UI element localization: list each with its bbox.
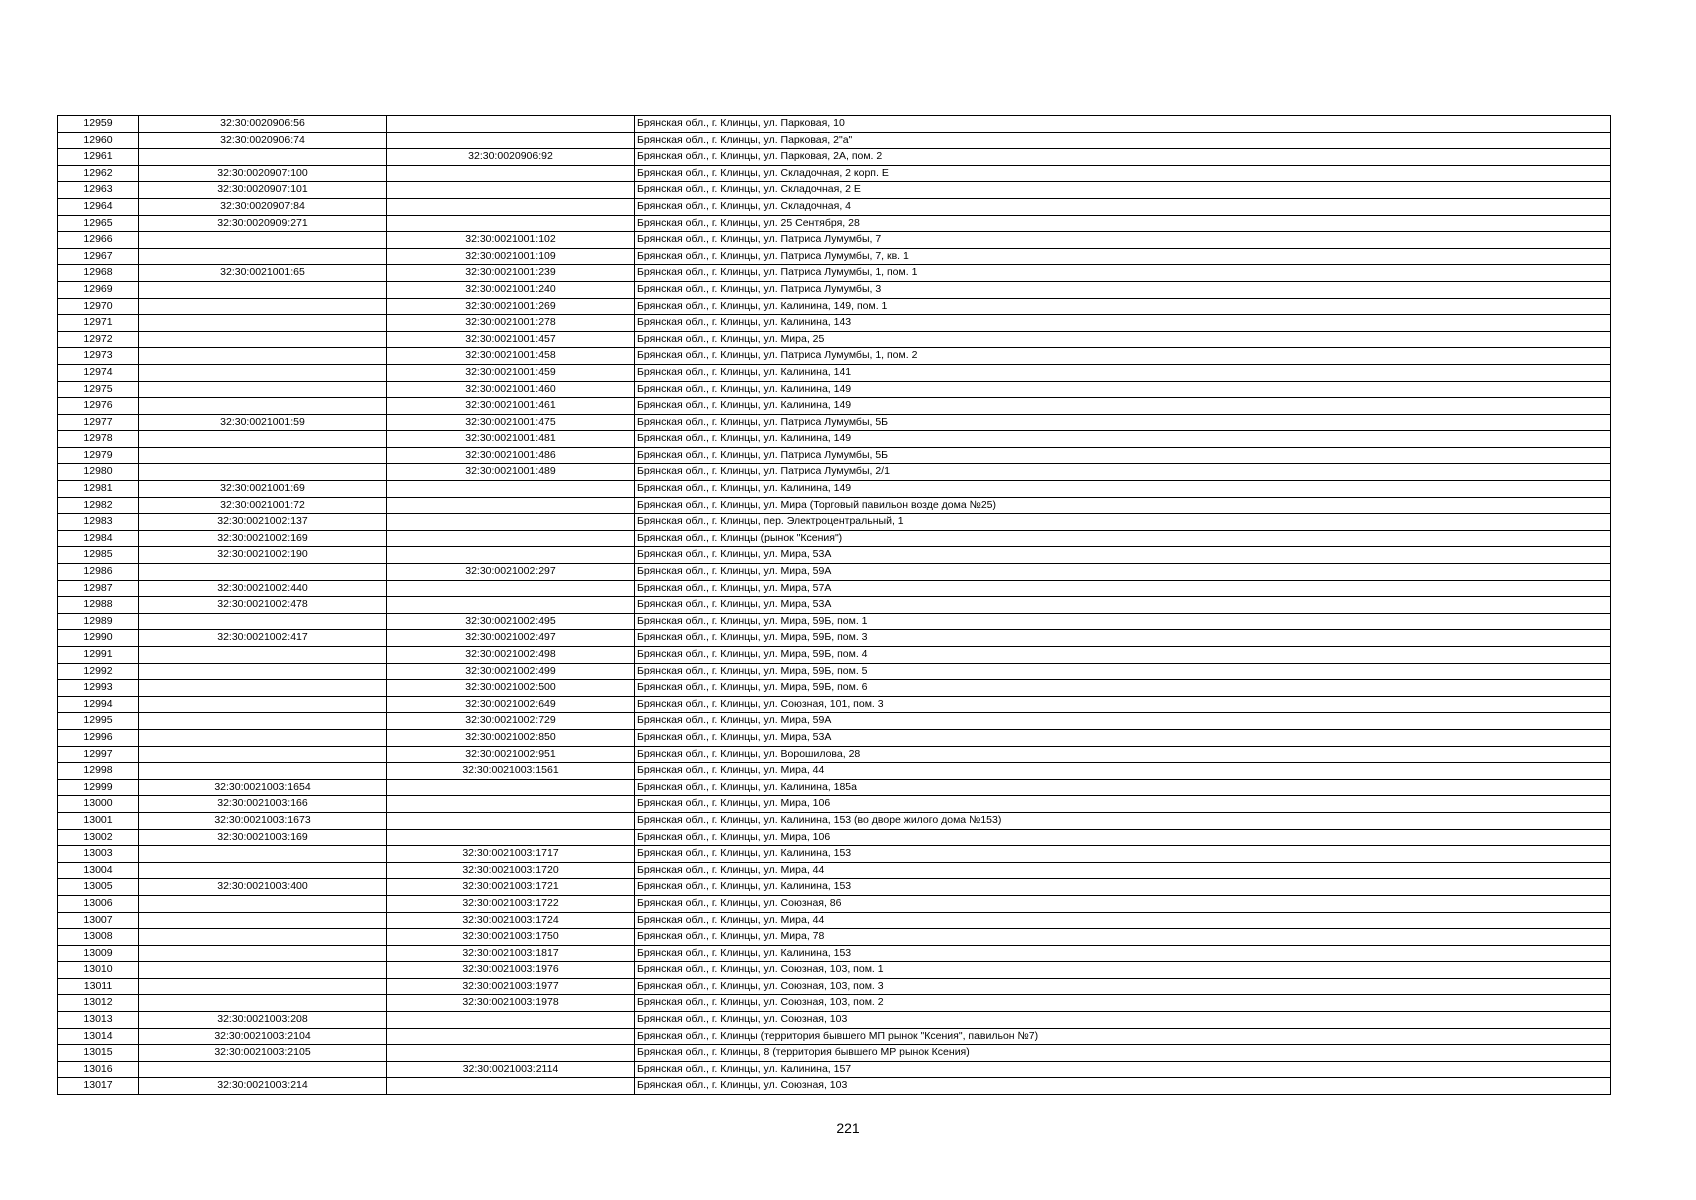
row-number-cell: 12994 bbox=[58, 696, 139, 713]
cadastral-number-2-cell bbox=[387, 481, 635, 498]
row-number-cell: 13014 bbox=[58, 1028, 139, 1045]
cadastral-number-cell bbox=[139, 763, 387, 780]
cadastral-number-2-cell: 32:30:0021001:457 bbox=[387, 331, 635, 348]
table-row bbox=[58, 298, 1611, 315]
table-row bbox=[58, 182, 1611, 199]
table-row bbox=[58, 414, 1611, 431]
table-row bbox=[58, 116, 1611, 133]
table-row bbox=[58, 1045, 1611, 1062]
table-row bbox=[58, 215, 1611, 232]
table-row bbox=[58, 580, 1611, 597]
cadastral-number-cell bbox=[139, 962, 387, 979]
cadastral-number-2-cell: 32:30:0021003:1721 bbox=[387, 879, 635, 896]
cadastral-number-2-cell: 32:30:0021001:486 bbox=[387, 447, 635, 464]
cadastral-number-2-cell: 32:30:0021001:269 bbox=[387, 298, 635, 315]
cadastral-number-2-cell bbox=[387, 1012, 635, 1029]
address-cell: Брянская обл., г. Клинцы, ул. Мира, 59Б, пом. 6 bbox=[635, 680, 1611, 697]
cadastral-number-cell: 32:30:0021003:169 bbox=[139, 829, 387, 846]
address-cell: Брянская обл., г. Клинцы, ул. Патриса Лумумбы, 7, кв. 1 bbox=[635, 248, 1611, 265]
address-cell: Брянская обл., г. Клинцы, ул. Мира, 78 bbox=[635, 929, 1611, 946]
row-number-cell: 12974 bbox=[58, 364, 139, 381]
table-row bbox=[58, 564, 1611, 581]
address-cell: Брянская обл., г. Клинцы, ул. Патриса Лумумбы, 1, пом. 1 bbox=[635, 265, 1611, 282]
row-number-cell: 13005 bbox=[58, 879, 139, 896]
address-cell: Брянская обл., г. Клинцы, ул. Складочная, 2 Е bbox=[635, 182, 1611, 199]
cadastral-number-cell bbox=[139, 281, 387, 298]
row-number-cell: 12978 bbox=[58, 431, 139, 448]
address-cell: Брянская обл., г. Клинцы, ул. Калинина, 149 bbox=[635, 381, 1611, 398]
cadastral-number-cell bbox=[139, 464, 387, 481]
cadastral-number-cell bbox=[139, 298, 387, 315]
table-row bbox=[58, 514, 1611, 531]
table-row bbox=[58, 265, 1611, 282]
table-row bbox=[58, 530, 1611, 547]
address-cell: Брянская обл., г. Клинцы, ул. Складочная, 4 bbox=[635, 198, 1611, 215]
cadastral-number-2-cell bbox=[387, 1078, 635, 1095]
table-row bbox=[58, 746, 1611, 763]
table-row bbox=[58, 464, 1611, 481]
row-number-cell: 13004 bbox=[58, 862, 139, 879]
cadastral-number-2-cell: 32:30:0021003:1817 bbox=[387, 945, 635, 962]
cadastral-number-cell: 32:30:0020909:271 bbox=[139, 215, 387, 232]
cadastral-number-2-cell bbox=[387, 497, 635, 514]
cadastral-number-cell bbox=[139, 846, 387, 863]
cadastral-number-2-cell: 32:30:0021003:1976 bbox=[387, 962, 635, 979]
cadastral-number-2-cell: 32:30:0021002:498 bbox=[387, 647, 635, 664]
table-row bbox=[58, 248, 1611, 265]
cadastral-number-2-cell: 32:30:0021001:460 bbox=[387, 381, 635, 398]
cadastral-number-cell: 32:30:0021003:1654 bbox=[139, 779, 387, 796]
address-cell: Брянская обл., г. Клинцы, ул. Мира (Торговый павильон возде дома №25) bbox=[635, 497, 1611, 514]
cadastral-number-2-cell: 32:30:0021002:729 bbox=[387, 713, 635, 730]
cadastral-number-cell: 32:30:0020907:101 bbox=[139, 182, 387, 199]
table-row bbox=[58, 481, 1611, 498]
row-number-cell: 12988 bbox=[58, 597, 139, 614]
row-number-cell: 12991 bbox=[58, 647, 139, 664]
row-number-cell: 12967 bbox=[58, 248, 139, 265]
cadastral-number-2-cell: 32:30:0021002:649 bbox=[387, 696, 635, 713]
cadastral-number-cell: 32:30:0021002:417 bbox=[139, 630, 387, 647]
cadastral-number-cell bbox=[139, 680, 387, 697]
cadastral-number-cell: 32:30:0021002:137 bbox=[139, 514, 387, 531]
cadastral-number-cell bbox=[139, 995, 387, 1012]
address-cell: Брянская обл., г. Клинцы, ул. Калинина, 143 bbox=[635, 315, 1611, 332]
cadastral-number-cell bbox=[139, 696, 387, 713]
row-number-cell: 12969 bbox=[58, 281, 139, 298]
row-number-cell: 12968 bbox=[58, 265, 139, 282]
cadastral-number-2-cell bbox=[387, 1028, 635, 1045]
cadastral-number-cell: 32:30:0020907:84 bbox=[139, 198, 387, 215]
cadastral-number-cell: 32:30:0021002:440 bbox=[139, 580, 387, 597]
cadastral-number-cell bbox=[139, 331, 387, 348]
address-cell: Брянская обл., г. Клинцы, ул. Парковая, 2А, пом. 2 bbox=[635, 149, 1611, 166]
row-number-cell: 12989 bbox=[58, 613, 139, 630]
address-cell: Брянская обл., г. Клинцы, ул. Патриса Лумумбы, 3 bbox=[635, 281, 1611, 298]
cadastral-number-2-cell bbox=[387, 829, 635, 846]
cadastral-number-cell: 32:30:0021002:190 bbox=[139, 547, 387, 564]
address-cell: Брянская обл., г. Клинцы, ул. Калинина, 157 bbox=[635, 1061, 1611, 1078]
address-cell: Брянская обл., г. Клинцы, ул. Мира, 59А bbox=[635, 713, 1611, 730]
cadastral-number-2-cell: 32:30:0021001:459 bbox=[387, 364, 635, 381]
address-cell: Брянская обл., г. Клинцы, ул. Мира, 53А bbox=[635, 729, 1611, 746]
row-number-cell: 12993 bbox=[58, 680, 139, 697]
address-cell: Брянская обл., г. Клинцы, 8 (территория бывшего МР рынок Ксения) bbox=[635, 1045, 1611, 1062]
cadastral-number-2-cell: 32:30:0021003:1750 bbox=[387, 929, 635, 946]
address-cell: Брянская обл., г. Клинцы, ул. Парковая, 2"а" bbox=[635, 132, 1611, 149]
row-number-cell: 12999 bbox=[58, 779, 139, 796]
row-number-cell: 12972 bbox=[58, 331, 139, 348]
address-cell: Брянская обл., г. Клинцы (территория бывшего МП рынок "Ксения", павильон №7) bbox=[635, 1028, 1611, 1045]
table-row bbox=[58, 796, 1611, 813]
registry-table-body bbox=[58, 116, 1611, 1095]
address-cell: Брянская обл., г. Клинцы, ул. Союзная, 101, пом. 3 bbox=[635, 696, 1611, 713]
row-number-cell: 13016 bbox=[58, 1061, 139, 1078]
address-cell: Брянская обл., г. Клинцы, ул. Калинина, 149, пом. 1 bbox=[635, 298, 1611, 315]
table-row bbox=[58, 431, 1611, 448]
row-number-cell: 12971 bbox=[58, 315, 139, 332]
cadastral-number-cell: 32:30:0021003:166 bbox=[139, 796, 387, 813]
cadastral-number-cell bbox=[139, 912, 387, 929]
address-cell: Брянская обл., г. Клинцы, ул. Мира, 59Б, пом. 1 bbox=[635, 613, 1611, 630]
row-number-cell: 12962 bbox=[58, 165, 139, 182]
cadastral-number-cell: 32:30:0021003:400 bbox=[139, 879, 387, 896]
address-cell: Брянская обл., г. Клинцы, ул. Калинина, 153 bbox=[635, 945, 1611, 962]
cadastral-number-cell bbox=[139, 248, 387, 265]
cadastral-number-cell bbox=[139, 613, 387, 630]
cadastral-number-2-cell bbox=[387, 580, 635, 597]
row-number-cell: 12981 bbox=[58, 481, 139, 498]
table-row bbox=[58, 364, 1611, 381]
table-row bbox=[58, 281, 1611, 298]
row-number-cell: 13007 bbox=[58, 912, 139, 929]
cadastral-number-cell: 32:30:0021001:69 bbox=[139, 481, 387, 498]
row-number-cell: 12995 bbox=[58, 713, 139, 730]
address-cell: Брянская обл., г. Клинцы, ул. Парковая, 10 bbox=[635, 116, 1611, 133]
table-row bbox=[58, 1012, 1611, 1029]
table-row bbox=[58, 647, 1611, 664]
row-number-cell: 12982 bbox=[58, 497, 139, 514]
address-cell: Брянская обл., г. Клинцы, ул. Союзная, 103, пом. 1 bbox=[635, 962, 1611, 979]
address-cell: Брянская обл., г. Клинцы, ул. Патриса Лумумбы, 2/1 bbox=[635, 464, 1611, 481]
cadastral-number-2-cell: 32:30:0021003:1717 bbox=[387, 846, 635, 863]
row-number-cell: 12990 bbox=[58, 630, 139, 647]
cadastral-number-2-cell: 32:30:0021003:1561 bbox=[387, 763, 635, 780]
cadastral-number-cell: 32:30:0021003:214 bbox=[139, 1078, 387, 1095]
table-row bbox=[58, 381, 1611, 398]
row-number-cell: 13017 bbox=[58, 1078, 139, 1095]
row-number-cell: 13013 bbox=[58, 1012, 139, 1029]
row-number-cell: 13012 bbox=[58, 995, 139, 1012]
row-number-cell: 12975 bbox=[58, 381, 139, 398]
row-number-cell: 12980 bbox=[58, 464, 139, 481]
cadastral-number-cell bbox=[139, 232, 387, 249]
cadastral-number-cell bbox=[139, 895, 387, 912]
address-cell: Брянская обл., г. Клинцы, ул. Мира, 57А bbox=[635, 580, 1611, 597]
table-row bbox=[58, 995, 1611, 1012]
table-row bbox=[58, 447, 1611, 464]
table-row bbox=[58, 547, 1611, 564]
table-row bbox=[58, 763, 1611, 780]
address-cell: Брянская обл., г. Клинцы, ул. Мира, 44 bbox=[635, 862, 1611, 879]
cadastral-number-cell bbox=[139, 945, 387, 962]
cadastral-number-cell bbox=[139, 746, 387, 763]
address-cell: Брянская обл., г. Клинцы, ул. Союзная, 103, пом. 2 bbox=[635, 995, 1611, 1012]
cadastral-number-2-cell bbox=[387, 530, 635, 547]
cadastral-number-2-cell bbox=[387, 779, 635, 796]
cadastral-number-cell bbox=[139, 381, 387, 398]
address-cell: Брянская обл., г. Клинцы, ул. Патриса Лумумбы, 5Б bbox=[635, 447, 1611, 464]
cadastral-number-2-cell: 32:30:0021001:240 bbox=[387, 281, 635, 298]
table-row bbox=[58, 978, 1611, 995]
row-number-cell: 13009 bbox=[58, 945, 139, 962]
address-cell: Брянская обл., г. Клинцы, ул. Мира, 59Б, пом. 3 bbox=[635, 630, 1611, 647]
address-cell: Брянская обл., г. Клинцы, ул. Складочная, 2 корп. Е bbox=[635, 165, 1611, 182]
page-number: 221 bbox=[836, 1120, 860, 1136]
cadastral-number-cell bbox=[139, 862, 387, 879]
table-row bbox=[58, 398, 1611, 415]
row-number-cell: 13001 bbox=[58, 812, 139, 829]
row-number-cell: 12992 bbox=[58, 663, 139, 680]
table-row bbox=[58, 846, 1611, 863]
cadastral-number-2-cell bbox=[387, 812, 635, 829]
cadastral-number-cell: 32:30:0021002:169 bbox=[139, 530, 387, 547]
table-row bbox=[58, 149, 1611, 166]
table-row bbox=[58, 630, 1611, 647]
cadastral-number-2-cell: 32:30:0021003:1720 bbox=[387, 862, 635, 879]
cadastral-number-2-cell: 32:30:0021002:297 bbox=[387, 564, 635, 581]
cadastral-number-cell bbox=[139, 929, 387, 946]
address-cell: Брянская обл., г. Клинцы, ул. Союзная, 103, пом. 3 bbox=[635, 978, 1611, 995]
cadastral-number-2-cell: 32:30:0021003:2114 bbox=[387, 1061, 635, 1078]
cadastral-number-2-cell: 32:30:0021001:481 bbox=[387, 431, 635, 448]
cadastral-number-2-cell: 32:30:0021002:499 bbox=[387, 663, 635, 680]
row-number-cell: 12964 bbox=[58, 198, 139, 215]
cadastral-number-2-cell bbox=[387, 116, 635, 133]
cadastral-number-2-cell: 32:30:0021001:458 bbox=[387, 348, 635, 365]
cadastral-number-2-cell: 32:30:0021003:1724 bbox=[387, 912, 635, 929]
cadastral-number-cell bbox=[139, 149, 387, 166]
address-cell: Брянская обл., г. Клинцы, ул. Калинина, 185а bbox=[635, 779, 1611, 796]
cadastral-number-2-cell: 32:30:0021001:102 bbox=[387, 232, 635, 249]
address-cell: Брянская обл., г. Клинцы, ул. Союзная, 103 bbox=[635, 1078, 1611, 1095]
row-number-cell: 12973 bbox=[58, 348, 139, 365]
table-row bbox=[58, 198, 1611, 215]
address-cell: Брянская обл., г. Клинцы, ул. Калинина, 153 bbox=[635, 879, 1611, 896]
address-cell: Брянская обл., г. Клинцы, ул. Мира, 106 bbox=[635, 796, 1611, 813]
table-row bbox=[58, 315, 1611, 332]
table-row bbox=[58, 1061, 1611, 1078]
cadastral-number-2-cell bbox=[387, 547, 635, 564]
row-number-cell: 12996 bbox=[58, 729, 139, 746]
row-number-cell: 13002 bbox=[58, 829, 139, 846]
table-row bbox=[58, 945, 1611, 962]
cadastral-number-2-cell: 32:30:0021001:109 bbox=[387, 248, 635, 265]
table-row bbox=[58, 1078, 1611, 1095]
address-cell: Брянская обл., г. Клинцы, ул. Патриса Лумумбы, 5Б bbox=[635, 414, 1611, 431]
address-cell: Брянская обл., г. Клинцы, ул. Мира, 53А bbox=[635, 597, 1611, 614]
table-row bbox=[58, 879, 1611, 896]
cadastral-number-cell: 32:30:0021001:72 bbox=[139, 497, 387, 514]
address-cell: Брянская обл., г. Клинцы, ул. Мира, 59А bbox=[635, 564, 1611, 581]
address-cell: Брянская обл., г. Клинцы, ул. Ворошилова, 28 bbox=[635, 746, 1611, 763]
cadastral-number-2-cell bbox=[387, 514, 635, 531]
row-number-cell: 13011 bbox=[58, 978, 139, 995]
cadastral-number-cell bbox=[139, 978, 387, 995]
row-number-cell: 12960 bbox=[58, 132, 139, 149]
table-row bbox=[58, 696, 1611, 713]
cadastral-number-2-cell: 32:30:0021002:850 bbox=[387, 729, 635, 746]
table-row bbox=[58, 597, 1611, 614]
cadastral-number-2-cell: 32:30:0021001:239 bbox=[387, 265, 635, 282]
table-row bbox=[58, 729, 1611, 746]
cadastral-number-2-cell bbox=[387, 198, 635, 215]
cadastral-number-2-cell bbox=[387, 165, 635, 182]
row-number-cell: 13015 bbox=[58, 1045, 139, 1062]
table-row bbox=[58, 812, 1611, 829]
row-number-cell: 12985 bbox=[58, 547, 139, 564]
cadastral-number-2-cell bbox=[387, 132, 635, 149]
cadastral-number-cell bbox=[139, 1061, 387, 1078]
table-row bbox=[58, 1028, 1611, 1045]
row-number-cell: 13000 bbox=[58, 796, 139, 813]
cadastral-number-2-cell bbox=[387, 597, 635, 614]
cadastral-number-cell bbox=[139, 447, 387, 464]
cadastral-number-2-cell: 32:30:0021003:1978 bbox=[387, 995, 635, 1012]
address-cell: Брянская обл., г. Клинцы, ул. Мира, 59Б, пом. 4 bbox=[635, 647, 1611, 664]
row-number-cell: 12970 bbox=[58, 298, 139, 315]
table-row bbox=[58, 680, 1611, 697]
cadastral-number-2-cell: 32:30:0020906:92 bbox=[387, 149, 635, 166]
cadastral-number-2-cell bbox=[387, 182, 635, 199]
row-number-cell: 12979 bbox=[58, 447, 139, 464]
cadastral-number-2-cell: 32:30:0021002:495 bbox=[387, 613, 635, 630]
table-row bbox=[58, 613, 1611, 630]
table-row bbox=[58, 829, 1611, 846]
row-number-cell: 12965 bbox=[58, 215, 139, 232]
cadastral-number-cell: 32:30:0020907:100 bbox=[139, 165, 387, 182]
cadastral-number-2-cell: 32:30:0021002:497 bbox=[387, 630, 635, 647]
cadastral-number-2-cell: 32:30:0021001:489 bbox=[387, 464, 635, 481]
table-row bbox=[58, 165, 1611, 182]
address-cell: Брянская обл., г. Клинцы, ул. Мира, 59Б, пом. 5 bbox=[635, 663, 1611, 680]
row-number-cell: 12976 bbox=[58, 398, 139, 415]
cadastral-number-cell: 32:30:0021003:1673 bbox=[139, 812, 387, 829]
cadastral-number-cell: 32:30:0021001:65 bbox=[139, 265, 387, 282]
cadastral-number-cell: 32:30:0021002:478 bbox=[139, 597, 387, 614]
address-cell: Брянская обл., г. Клинцы, ул. Калинина, 149 bbox=[635, 398, 1611, 415]
row-number-cell: 12983 bbox=[58, 514, 139, 531]
cadastral-number-cell bbox=[139, 364, 387, 381]
row-number-cell: 12998 bbox=[58, 763, 139, 780]
row-number-cell: 13003 bbox=[58, 846, 139, 863]
table-row bbox=[58, 497, 1611, 514]
cadastral-number-2-cell: 32:30:0021001:461 bbox=[387, 398, 635, 415]
cadastral-number-cell bbox=[139, 315, 387, 332]
cadastral-number-2-cell bbox=[387, 215, 635, 232]
address-cell: Брянская обл., г. Клинцы, ул. 25 Сентября, 28 bbox=[635, 215, 1611, 232]
row-number-cell: 12961 bbox=[58, 149, 139, 166]
cadastral-number-2-cell: 32:30:0021003:1722 bbox=[387, 895, 635, 912]
table-row bbox=[58, 331, 1611, 348]
address-cell: Брянская обл., г. Клинцы, ул. Калинина, 149 bbox=[635, 431, 1611, 448]
cadastral-number-cell: 32:30:0021001:59 bbox=[139, 414, 387, 431]
table-row bbox=[58, 232, 1611, 249]
cadastral-number-cell: 32:30:0021003:2105 bbox=[139, 1045, 387, 1062]
address-cell: Брянская обл., г. Клинцы, ул. Союзная, 103 bbox=[635, 1012, 1611, 1029]
cadastral-number-2-cell: 32:30:0021002:500 bbox=[387, 680, 635, 697]
cadastral-number-cell bbox=[139, 663, 387, 680]
cadastral-number-cell: 32:30:0020906:56 bbox=[139, 116, 387, 133]
cadastral-number-cell bbox=[139, 431, 387, 448]
table-row bbox=[58, 962, 1611, 979]
cadastral-number-2-cell: 32:30:0021002:951 bbox=[387, 746, 635, 763]
table-row bbox=[58, 132, 1611, 149]
table-row bbox=[58, 663, 1611, 680]
cadastral-number-cell bbox=[139, 398, 387, 415]
table-row bbox=[58, 912, 1611, 929]
address-cell: Брянская обл., г. Клинцы, ул. Мира, 25 bbox=[635, 331, 1611, 348]
address-cell: Брянская обл., г. Клинцы, ул. Мира, 53А bbox=[635, 547, 1611, 564]
cadastral-number-cell bbox=[139, 348, 387, 365]
table-row bbox=[58, 929, 1611, 946]
table-row bbox=[58, 779, 1611, 796]
address-cell: Брянская обл., г. Клинцы, ул. Патриса Лумумбы, 1, пом. 2 bbox=[635, 348, 1611, 365]
address-cell: Брянская обл., г. Клинцы, ул. Калинина, 153 bbox=[635, 846, 1611, 863]
address-cell: Брянская обл., г. Клинцы, ул. Союзная, 86 bbox=[635, 895, 1611, 912]
row-number-cell: 12959 bbox=[58, 116, 139, 133]
registry-table bbox=[57, 115, 1611, 1095]
row-number-cell: 12987 bbox=[58, 580, 139, 597]
cadastral-number-cell bbox=[139, 729, 387, 746]
address-cell: Брянская обл., г. Клинцы, пер. Электроцентральный, 1 bbox=[635, 514, 1611, 531]
cadastral-number-cell: 32:30:0021003:2104 bbox=[139, 1028, 387, 1045]
cadastral-number-2-cell: 32:30:0021001:475 bbox=[387, 414, 635, 431]
row-number-cell: 12963 bbox=[58, 182, 139, 199]
row-number-cell: 12997 bbox=[58, 746, 139, 763]
cadastral-number-2-cell: 32:30:0021001:278 bbox=[387, 315, 635, 332]
cadastral-number-2-cell: 32:30:0021003:1977 bbox=[387, 978, 635, 995]
address-cell: Брянская обл., г. Клинцы, ул. Мира, 106 bbox=[635, 829, 1611, 846]
table-row bbox=[58, 862, 1611, 879]
cadastral-number-2-cell bbox=[387, 796, 635, 813]
address-cell: Брянская обл., г. Клинцы, ул. Калинина, 141 bbox=[635, 364, 1611, 381]
address-cell: Брянская обл., г. Клинцы, ул. Калинина, 149 bbox=[635, 481, 1611, 498]
address-cell: Брянская обл., г. Клинцы, ул. Мира, 44 bbox=[635, 912, 1611, 929]
cadastral-number-cell bbox=[139, 647, 387, 664]
address-cell: Брянская обл., г. Клинцы, ул. Калинина, 153 (во дворе жилого дома №153) bbox=[635, 812, 1611, 829]
row-number-cell: 13010 bbox=[58, 962, 139, 979]
cadastral-number-cell bbox=[139, 564, 387, 581]
row-number-cell: 12986 bbox=[58, 564, 139, 581]
table-row bbox=[58, 713, 1611, 730]
cadastral-number-2-cell bbox=[387, 1045, 635, 1062]
cadastral-number-cell: 32:30:0020906:74 bbox=[139, 132, 387, 149]
table-row bbox=[58, 348, 1611, 365]
row-number-cell: 12966 bbox=[58, 232, 139, 249]
address-cell: Брянская обл., г. Клинцы, ул. Мира, 44 bbox=[635, 763, 1611, 780]
cadastral-number-cell: 32:30:0021003:208 bbox=[139, 1012, 387, 1029]
row-number-cell: 13008 bbox=[58, 929, 139, 946]
row-number-cell: 13006 bbox=[58, 895, 139, 912]
address-cell: Брянская обл., г. Клинцы (рынок "Ксения") bbox=[635, 530, 1611, 547]
cadastral-number-cell bbox=[139, 713, 387, 730]
address-cell: Брянская обл., г. Клинцы, ул. Патриса Лумумбы, 7 bbox=[635, 232, 1611, 249]
table-row bbox=[58, 895, 1611, 912]
row-number-cell: 12984 bbox=[58, 530, 139, 547]
row-number-cell: 12977 bbox=[58, 414, 139, 431]
